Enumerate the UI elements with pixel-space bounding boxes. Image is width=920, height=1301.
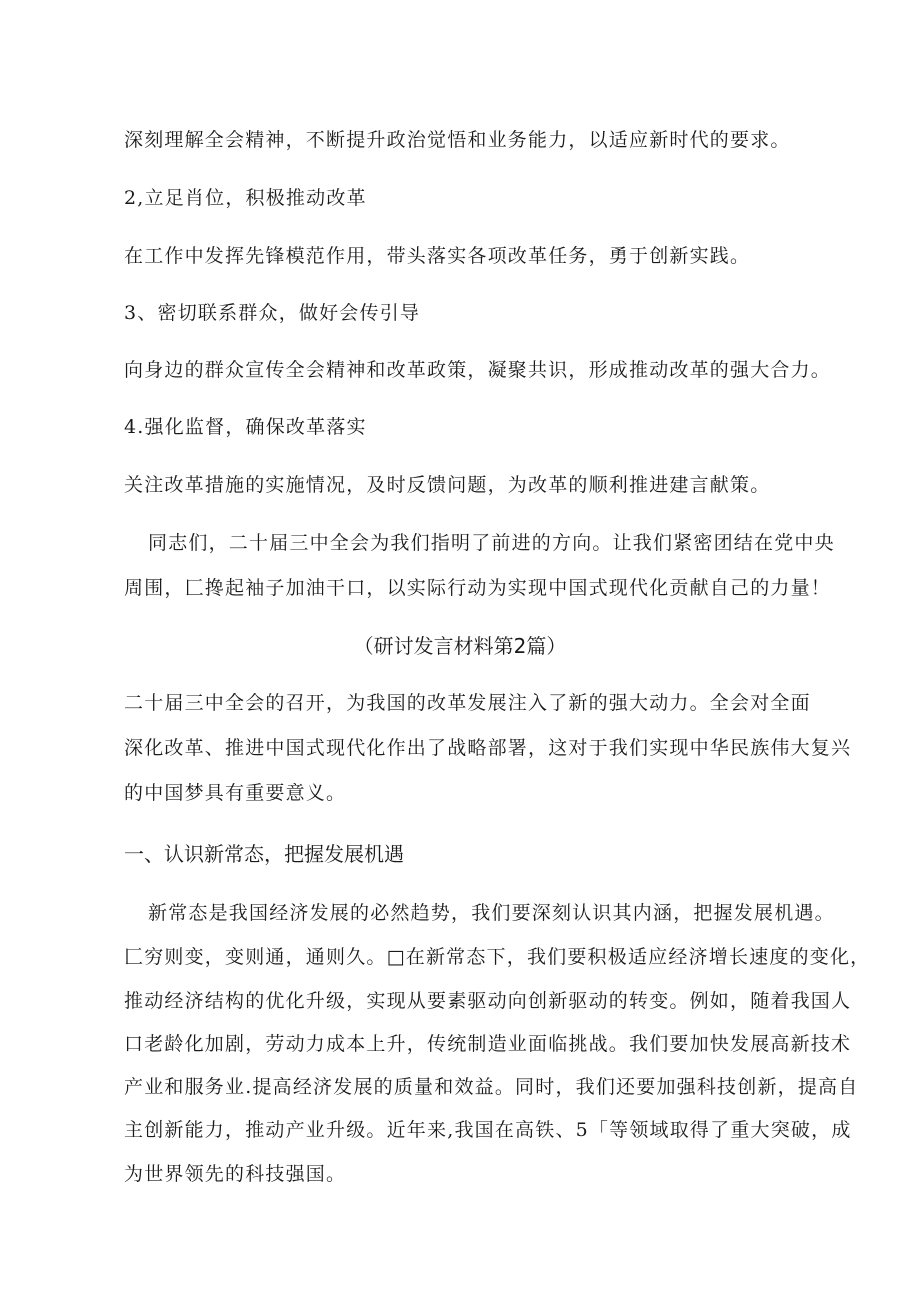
paragraph-line: 产业和服务业.提高经济发展的质量和效益。同时，我们还要加强科技创新，提高自 xyxy=(124,1076,859,1098)
paragraph-line: 周围，匚搀起袖子加油干口，以实际行动为实现中国式现代化贡献自己的力量！ xyxy=(124,577,832,599)
paragraph-line: 深刻理解全会精神，不断提升政治觉悟和业务能力，以适应新时代的要求。 xyxy=(124,129,791,151)
numbered-heading: 4.强化监督，确保改革落实 xyxy=(124,416,367,438)
paragraph-line: 深化改革、推进中国式现代化作出了战略部署，这对于我们实现中华民族伟大复兴 xyxy=(124,737,852,759)
paragraph-line: 在工作中发挥先锋模范作用，带头落实各项改革任务，勇于创新实践。 xyxy=(124,245,751,267)
numbered-heading: 3、密切联系群众，做好会传引导 xyxy=(124,302,421,324)
section-heading: 一、认识新常态，把握发展机遇 xyxy=(124,842,404,866)
paragraph-line: 的中国梦具有重要意义。 xyxy=(124,782,347,804)
paragraph-line: 关注改革措施的实施情况，及时反馈问题，为改革的顺利推进建言献策。 xyxy=(124,474,771,496)
paragraph-line: 为世界领先的科技强国。 xyxy=(124,1163,347,1185)
paragraph-line: 新常态是我国经济发展的必然趋势，我们要深刻认识其内涵，把握发展机遇。 xyxy=(148,902,835,924)
paragraph-line: 向身边的群众宣传全会精神和改革政策，凝聚共识，形成推动改革的强大合力。 xyxy=(124,359,832,381)
paragraph-line: 主创新能力，推动产业升级。近年来,我国在高铁、5「等领域取得了重大突破，成 xyxy=(124,1119,852,1141)
paragraph-line: 推动经济结构的优化升级，实现从要素驱动向创新驱动的转变。例如，随着我国人 xyxy=(124,990,852,1012)
paragraph-line: 同志们，二十届三中全会为我们指明了前进的方向。让我们紧密团结在党中央 xyxy=(148,532,835,554)
paragraph-line: 二十届三中全会的召开，为我国的改革发展注入了新的强大动力。全会对全面 xyxy=(124,692,811,714)
numbered-heading: 2,立足肖位，积极推动改革 xyxy=(124,187,367,209)
paragraph-line: 匚穷则变，变则通，通则久。□在新常态下，我们要积极适应经济增长速度的变化， xyxy=(124,946,871,968)
paragraph-line: 口老龄化加剧，劳动力成本上升，传统制造业面临挑战。我们要加快发展高新技术 xyxy=(124,1033,852,1055)
section-title: （研讨发言材料第2篇） xyxy=(353,634,567,658)
